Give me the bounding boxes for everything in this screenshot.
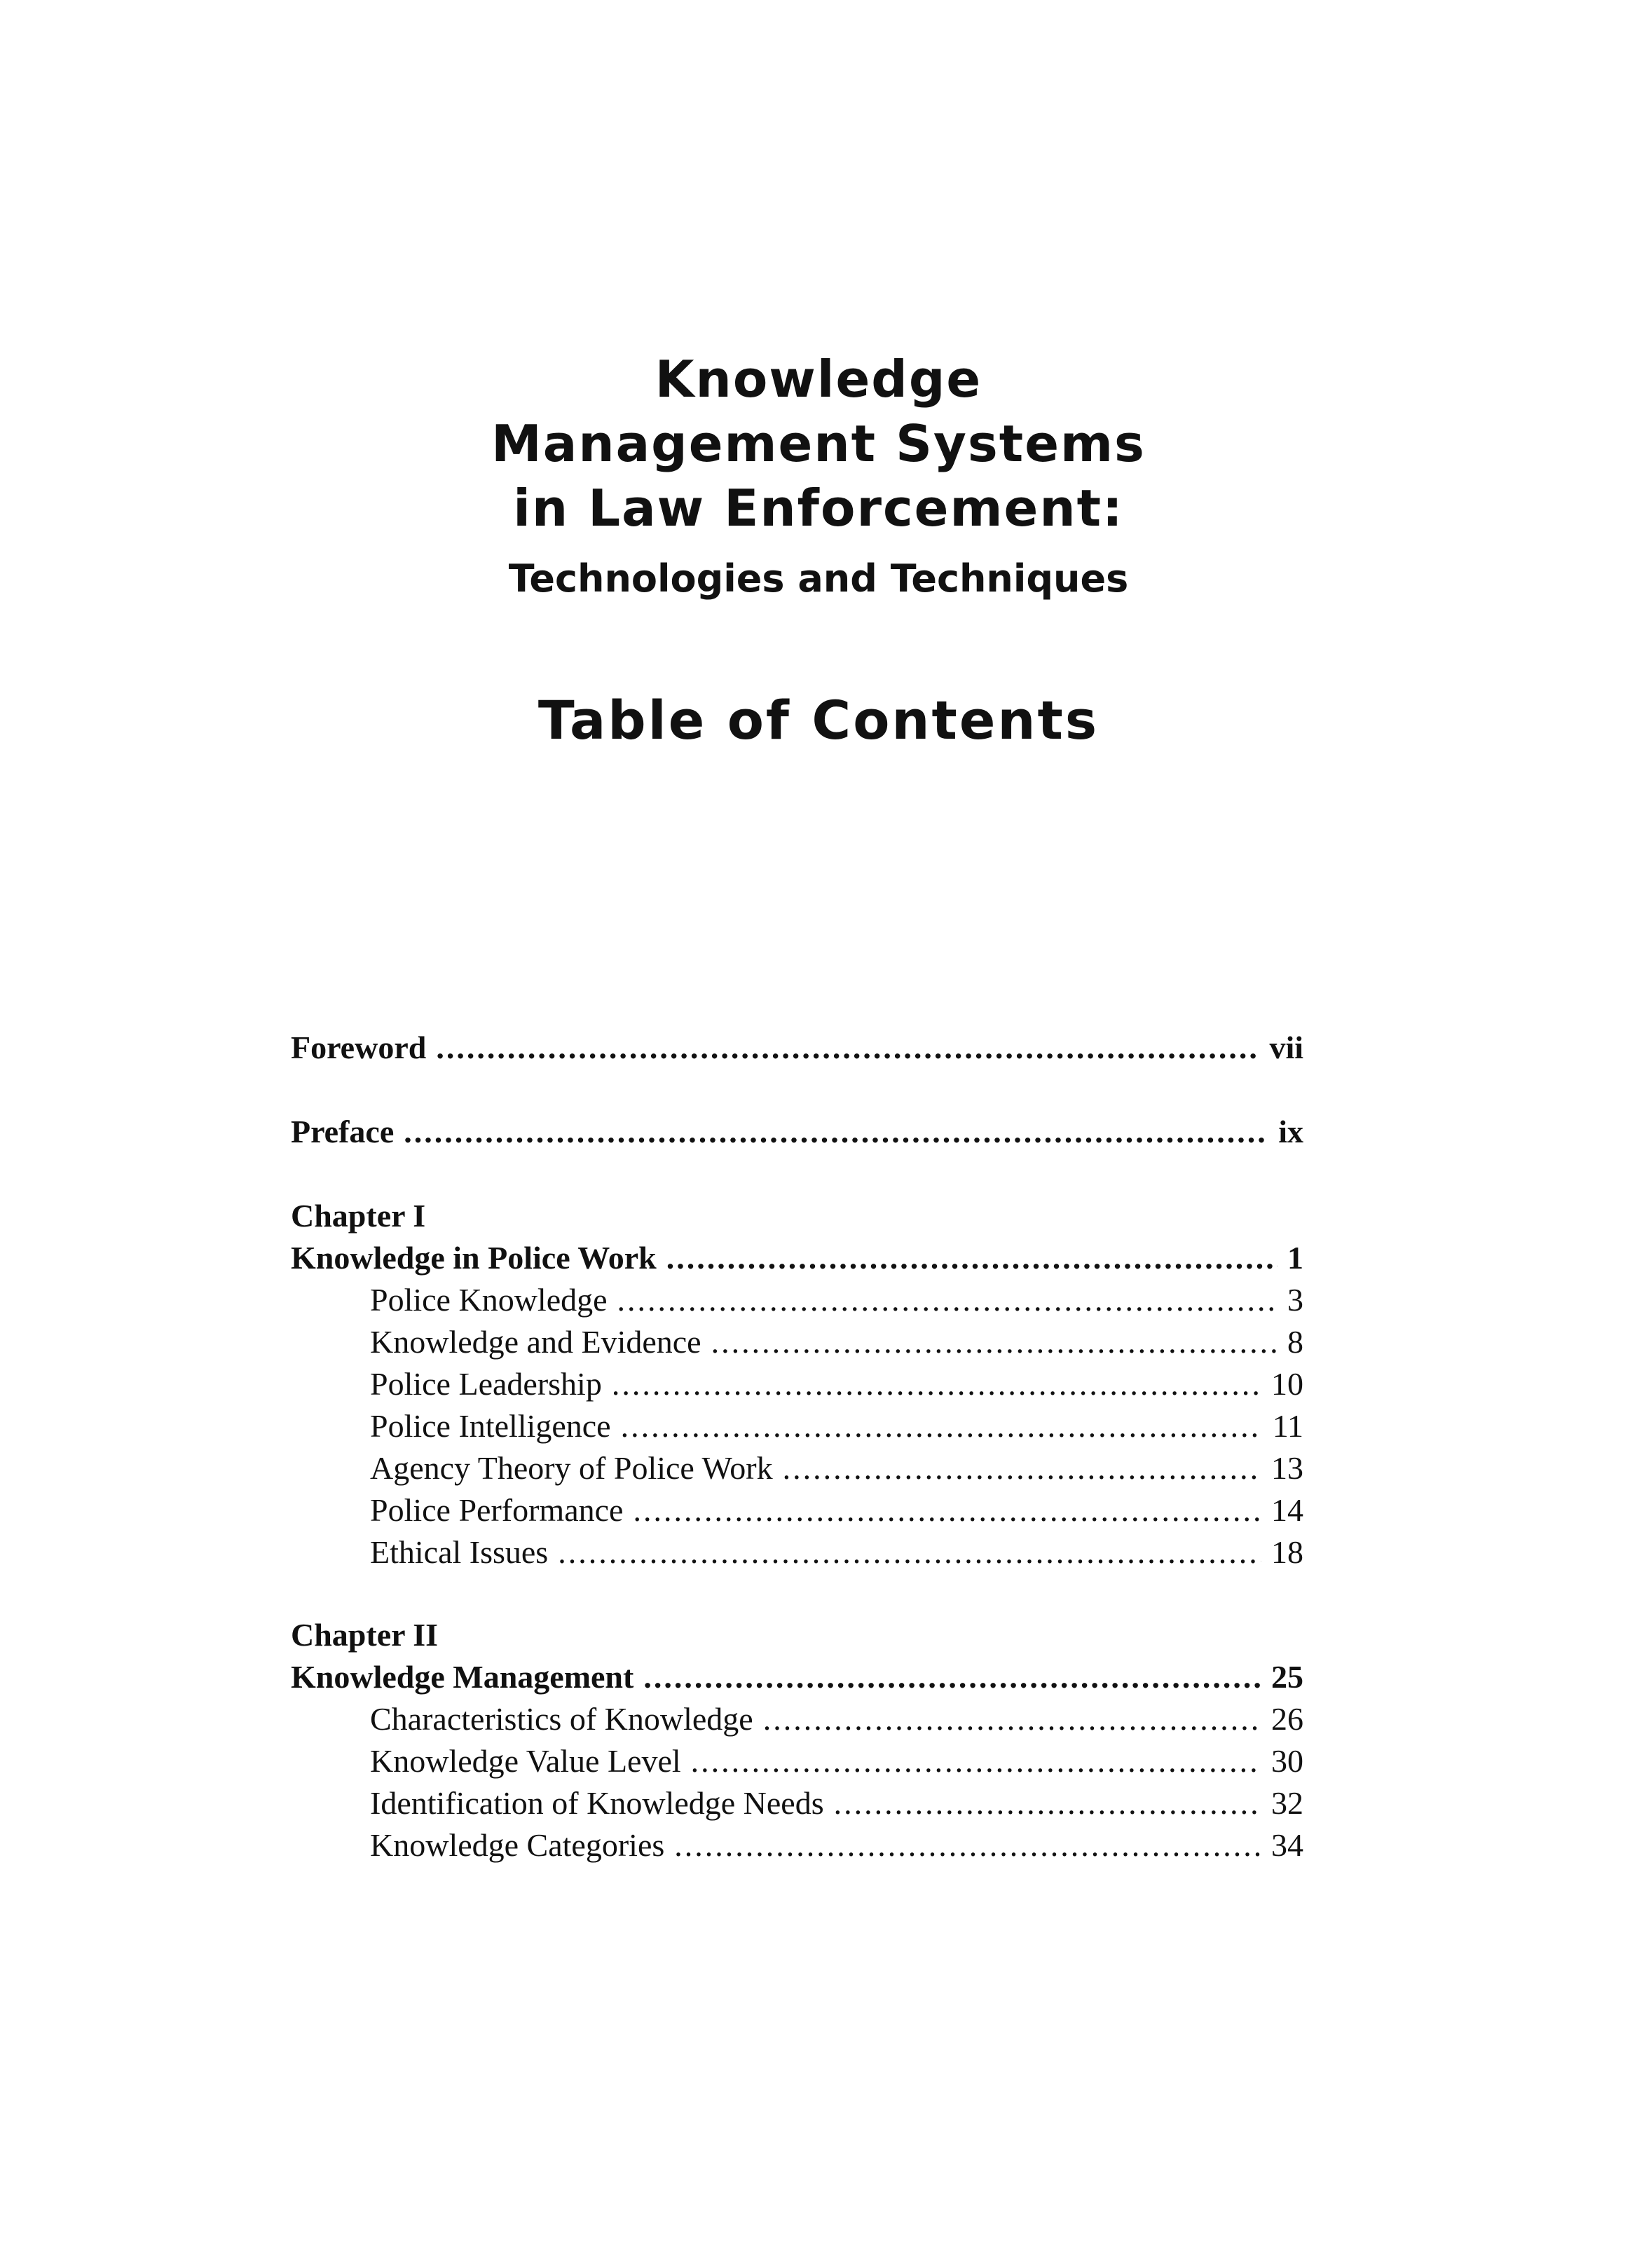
toc-section-entry[interactable] (291, 1447, 1303, 1489)
dot-leader (404, 1111, 1268, 1153)
toc-section-entry[interactable] (291, 1489, 1303, 1531)
toc-entry-page: 30 (1271, 1743, 1303, 1779)
toc-entry-page: 1 (1287, 1240, 1303, 1276)
section-title: Identification of Knowledge Needs (370, 1785, 824, 1821)
dot-leader (834, 1782, 1261, 1824)
toc-entry-page: 11 (1272, 1408, 1303, 1444)
toc-entry-page: 34 (1271, 1827, 1303, 1863)
toc-entry-page: 10 (1271, 1366, 1303, 1402)
toc-entry-page: vii (1269, 1030, 1303, 1065)
toc-section-entry[interactable] (291, 1698, 1303, 1740)
dot-leader (783, 1447, 1261, 1489)
toc-section-entry[interactable] (291, 1321, 1303, 1363)
dot-leader (558, 1531, 1261, 1573)
toc-entry-page: ix (1278, 1114, 1303, 1149)
dot-leader (621, 1405, 1263, 1447)
dot-leader (763, 1698, 1261, 1740)
section-title: Police Intelligence (370, 1408, 611, 1444)
toc-entry-label: Preface (291, 1114, 395, 1149)
toc-entry-page: 3 (1287, 1282, 1303, 1318)
book-title-line-3: in Law Enforcement: (513, 479, 1124, 538)
section-title: Police Performance (370, 1492, 624, 1528)
toc-entry-page: 14 (1271, 1492, 1303, 1528)
dot-leader (643, 1656, 1261, 1698)
section-title: Ethical Issues (370, 1534, 549, 1570)
toc-entry-page: 8 (1287, 1324, 1303, 1360)
toc-entry-page: 26 (1271, 1701, 1303, 1737)
toc-section-entry[interactable] (291, 1279, 1303, 1321)
dot-leader (617, 1279, 1278, 1321)
section-title: Agency Theory of Police Work (370, 1450, 773, 1486)
toc-entry-chapter-2[interactable] (291, 1656, 1303, 1698)
chapter-title: Knowledge in Police Work (291, 1240, 657, 1276)
toc-section-entry[interactable] (291, 1531, 1303, 1573)
section-title: Police Knowledge (370, 1282, 608, 1318)
toc-section-entry[interactable] (291, 1782, 1303, 1824)
toc-entry-page: 32 (1271, 1785, 1303, 1821)
chapter-number: Chapter I (291, 1198, 426, 1234)
chapter-title: Knowledge Management (291, 1659, 634, 1695)
toc-section-entry[interactable] (291, 1405, 1303, 1447)
dot-leader (666, 1237, 1278, 1279)
section-title: Characteristics of Knowledge (370, 1701, 753, 1737)
toc-entry-preface[interactable] (291, 1111, 1303, 1153)
toc-heading: Table of Contents (537, 689, 1100, 751)
toc-entry-foreword[interactable] (291, 1027, 1303, 1069)
dot-leader (612, 1363, 1261, 1405)
dot-leader (436, 1027, 1259, 1069)
dot-leader (633, 1489, 1261, 1531)
toc-section-entry[interactable] (291, 1824, 1303, 1866)
book-title-line-2: Management Systems (491, 414, 1146, 473)
toc-entry-chapter-1[interactable] (291, 1237, 1303, 1279)
book-title-line-1: Knowledge (655, 350, 982, 409)
toc-section-entry[interactable] (291, 1740, 1303, 1782)
dot-leader (691, 1740, 1261, 1782)
chapter-number: Chapter II (291, 1617, 439, 1653)
toc-entry-page: 18 (1271, 1534, 1303, 1570)
dot-leader (674, 1824, 1261, 1866)
section-title: Police Leadership (370, 1366, 602, 1402)
toc-entry-page: 13 (1271, 1450, 1303, 1486)
toc-section-entry[interactable] (291, 1363, 1303, 1405)
section-title: Knowledge Categories (370, 1827, 665, 1863)
section-title: Knowledge and Evidence (370, 1324, 701, 1360)
book-subtitle: Technologies and Techniques (508, 556, 1129, 601)
book-title-block (0, 347, 1637, 603)
table-of-contents (291, 1027, 1303, 1866)
dot-leader (711, 1321, 1278, 1363)
section-title: Knowledge Value Level (370, 1743, 681, 1779)
toc-entry-page: 25 (1271, 1659, 1303, 1695)
toc-entry-label: Foreword (291, 1030, 427, 1065)
